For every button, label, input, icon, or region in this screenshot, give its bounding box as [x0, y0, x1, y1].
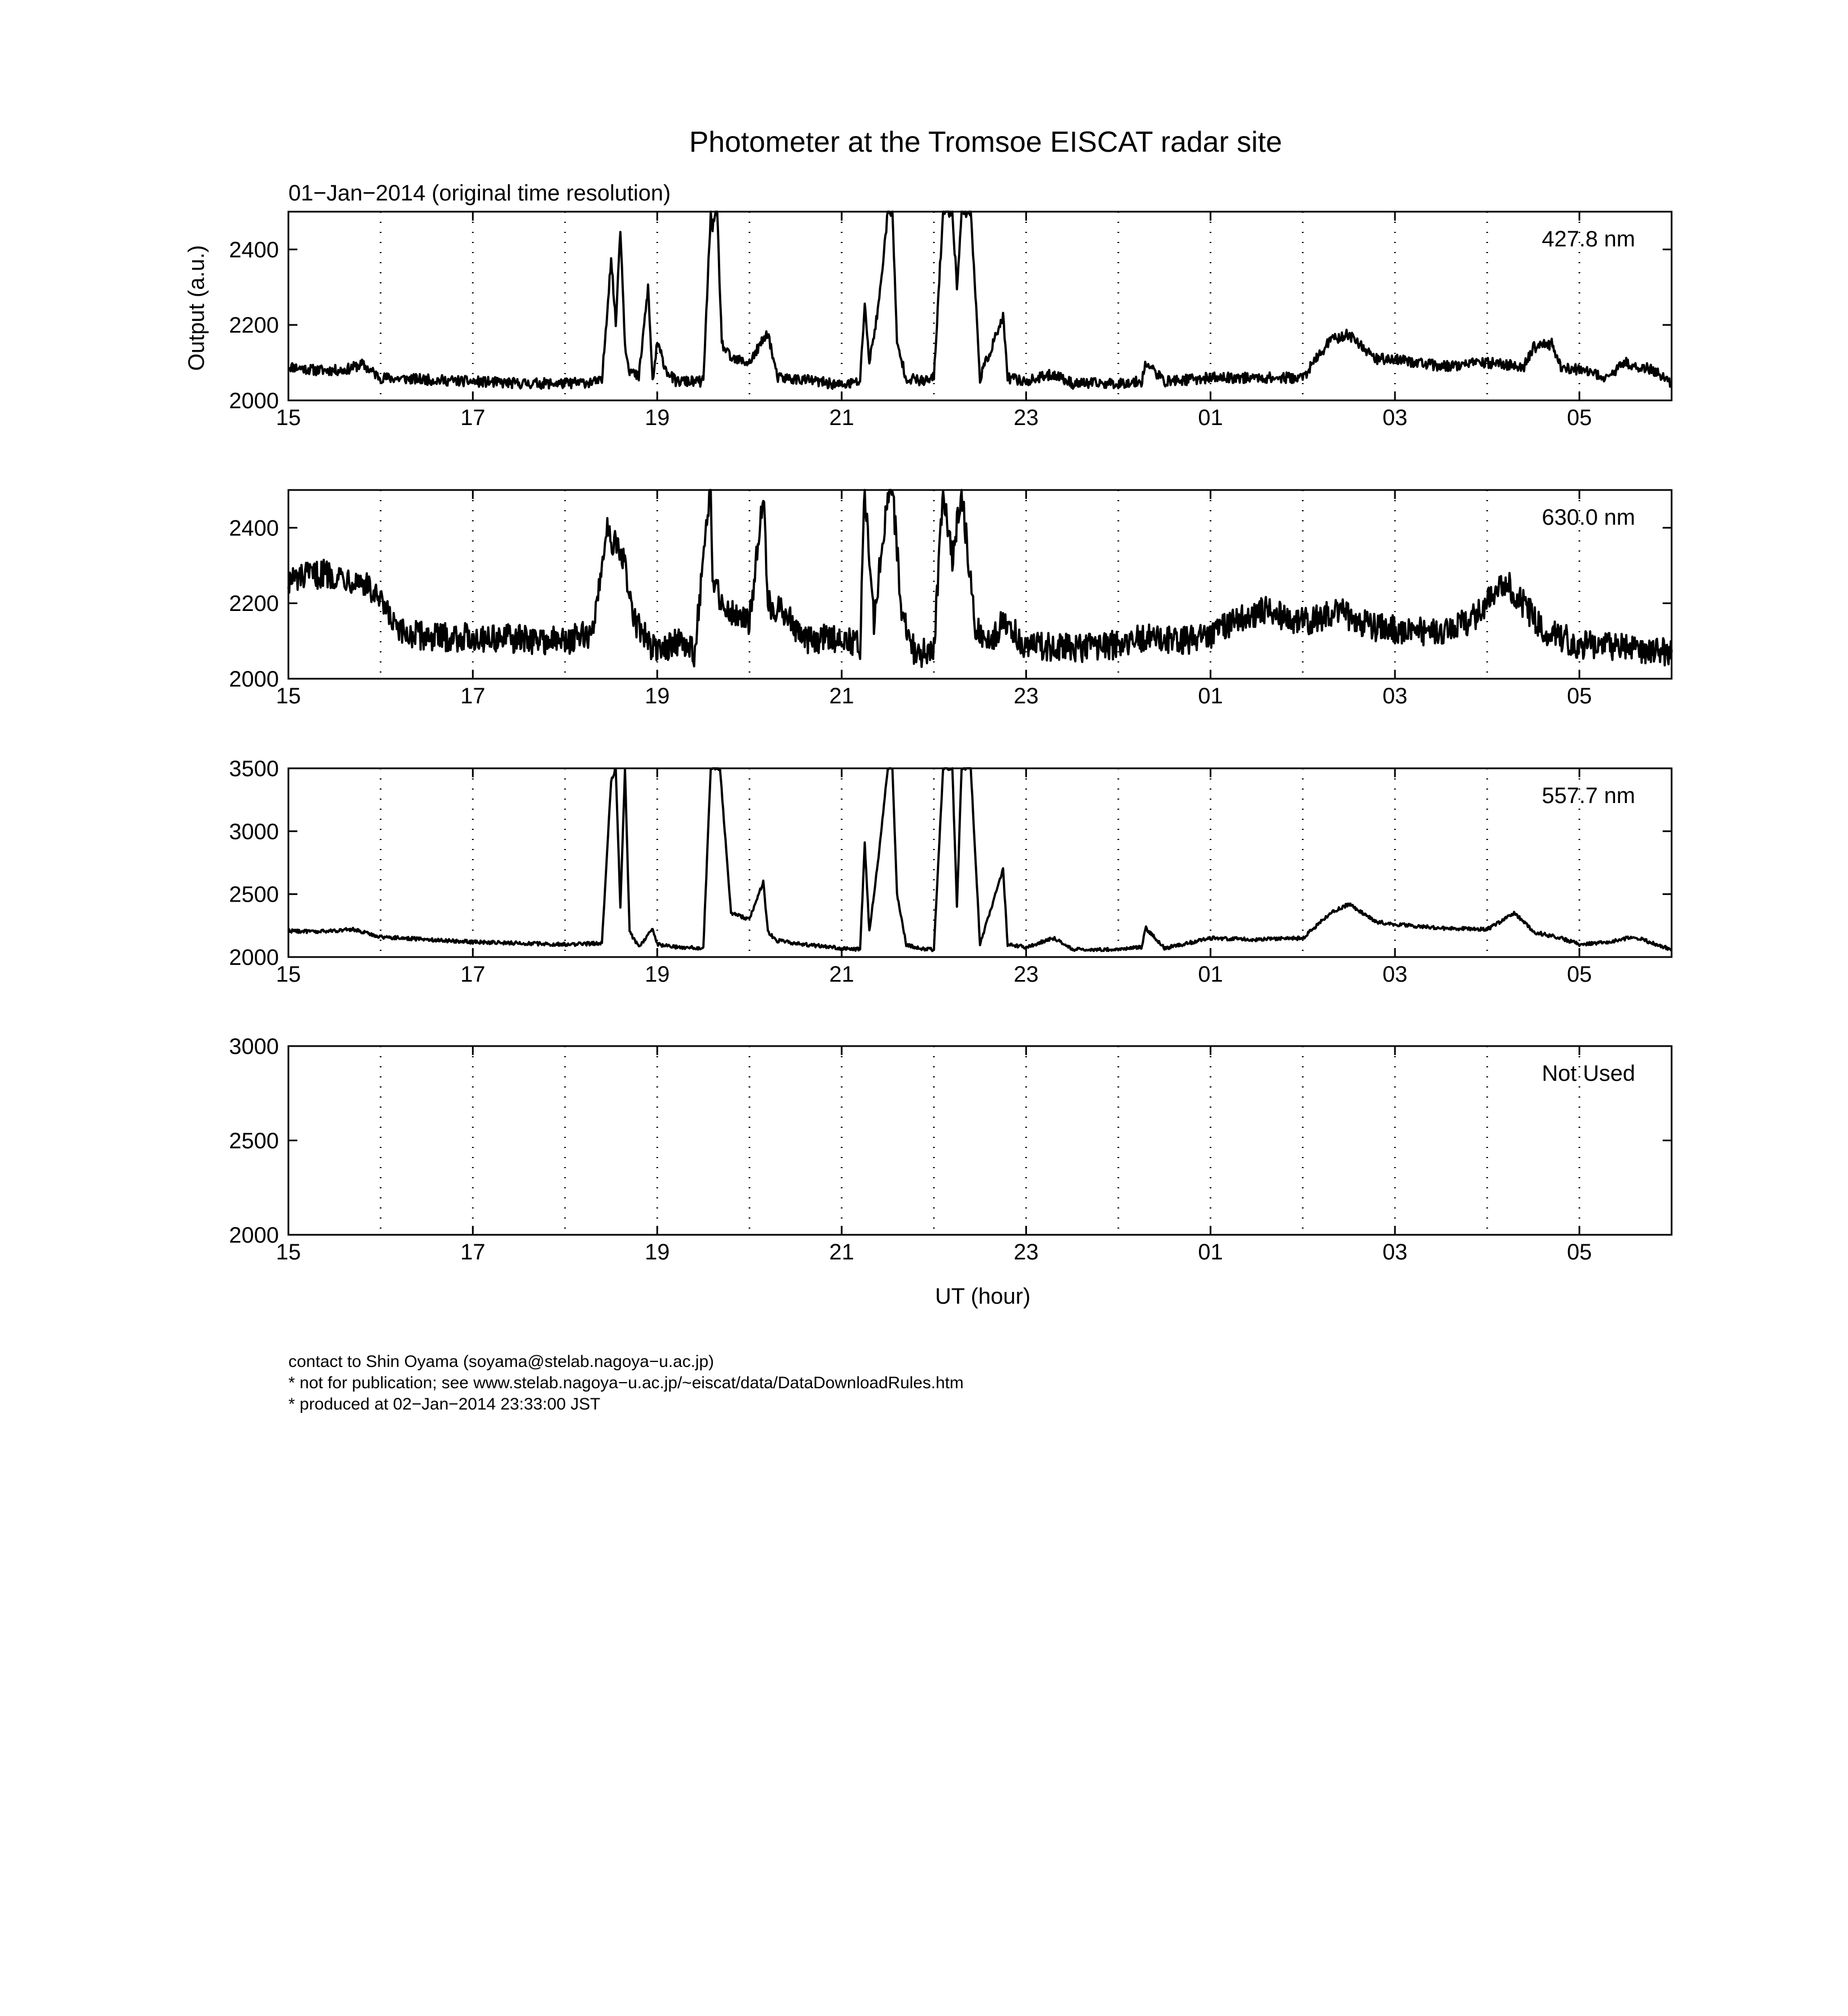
panel-1: [229, 212, 1672, 430]
y-tick-label: 2400: [229, 237, 279, 263]
x-tick-label: 03: [1382, 684, 1408, 708]
panel-label: 557.7 nm: [1542, 783, 1635, 808]
panel-label: Not Used: [1542, 1061, 1635, 1086]
y-axis-label: Output (a.u.): [184, 245, 209, 371]
panel-2: [229, 490, 1672, 708]
x-tick-label: 03: [1382, 962, 1408, 987]
x-tick-label: 19: [645, 684, 670, 708]
x-tick-label: 19: [645, 962, 670, 987]
x-tick-label: 05: [1567, 962, 1592, 987]
series-line: [288, 768, 1672, 951]
x-tick-label: 15: [276, 1240, 301, 1264]
x-tick-label: 03: [1382, 1240, 1408, 1264]
x-tick-label: 21: [829, 684, 855, 708]
plot-frame: [288, 1046, 1672, 1235]
x-tick-label: 21: [829, 962, 855, 987]
x-tick-label: 23: [1014, 1240, 1039, 1264]
y-tick-label: 2000: [229, 1223, 279, 1248]
x-tick-label: 15: [276, 684, 301, 708]
y-tick-label: 2000: [229, 945, 279, 970]
footer-contact: contact to Shin Oyama (soyama@stelab.nagoya−u.ac.jp): [288, 1352, 715, 1371]
y-tick-label: 3000: [229, 819, 279, 844]
x-tick-label: 01: [1198, 962, 1223, 987]
x-tick-label: 01: [1198, 1240, 1223, 1264]
x-tick-label: 17: [460, 1240, 486, 1264]
footer-produced: * produced at 02−Jan−2014 23:33:00 JST: [288, 1395, 601, 1413]
y-tick-label: 3500: [229, 757, 279, 781]
y-tick-label: 2200: [229, 313, 279, 338]
x-tick-label: 15: [276, 962, 301, 987]
y-tick-label: 2200: [229, 591, 279, 617]
chart-panels: [229, 212, 1672, 1264]
x-tick-label: 21: [829, 405, 855, 430]
series-line: [288, 212, 1672, 389]
panel-4: [229, 1034, 1672, 1264]
y-tick-label: 3000: [229, 1034, 279, 1059]
x-tick-label: 17: [460, 962, 486, 987]
chart-subtitle: 01−Jan−2014 (original time resolution): [288, 181, 671, 206]
y-tick-label: 2000: [229, 389, 279, 413]
x-tick-label: 01: [1198, 684, 1223, 708]
panel-label: 427.8 nm: [1542, 227, 1635, 251]
x-tick-label: 21: [829, 1240, 855, 1264]
footer-rules: * not for publication; see www.stelab.nagoya−u.ac.jp/~eiscat/data/DataDownloadRules.htm: [288, 1374, 964, 1392]
y-tick-label: 2400: [229, 516, 279, 541]
x-tick-label: 19: [645, 405, 670, 430]
x-tick-label: 23: [1014, 405, 1039, 430]
x-tick-label: 17: [460, 684, 486, 708]
x-tick-label: 23: [1014, 962, 1039, 987]
y-tick-label: 2000: [229, 667, 279, 692]
x-tick-label: 03: [1382, 405, 1408, 430]
x-tick-label: 05: [1567, 1240, 1592, 1264]
series-line: [288, 490, 1672, 667]
x-tick-label: 05: [1567, 405, 1592, 430]
x-tick-label: 17: [460, 405, 486, 430]
x-tick-label: 05: [1567, 684, 1592, 708]
x-tick-label: 19: [645, 1240, 670, 1264]
chart-title: Photometer at the Tromsoe EISCAT radar site: [689, 126, 1282, 158]
y-tick-label: 2500: [229, 882, 279, 907]
x-tick-label: 23: [1014, 684, 1039, 708]
y-tick-label: 2500: [229, 1128, 279, 1154]
panel-3: [229, 757, 1672, 987]
panel-label: 630.0 nm: [1542, 505, 1635, 530]
x-tick-label: 01: [1198, 405, 1223, 430]
x-tick-label: 15: [276, 405, 301, 430]
x-axis-label: UT (hour): [935, 1284, 1031, 1309]
